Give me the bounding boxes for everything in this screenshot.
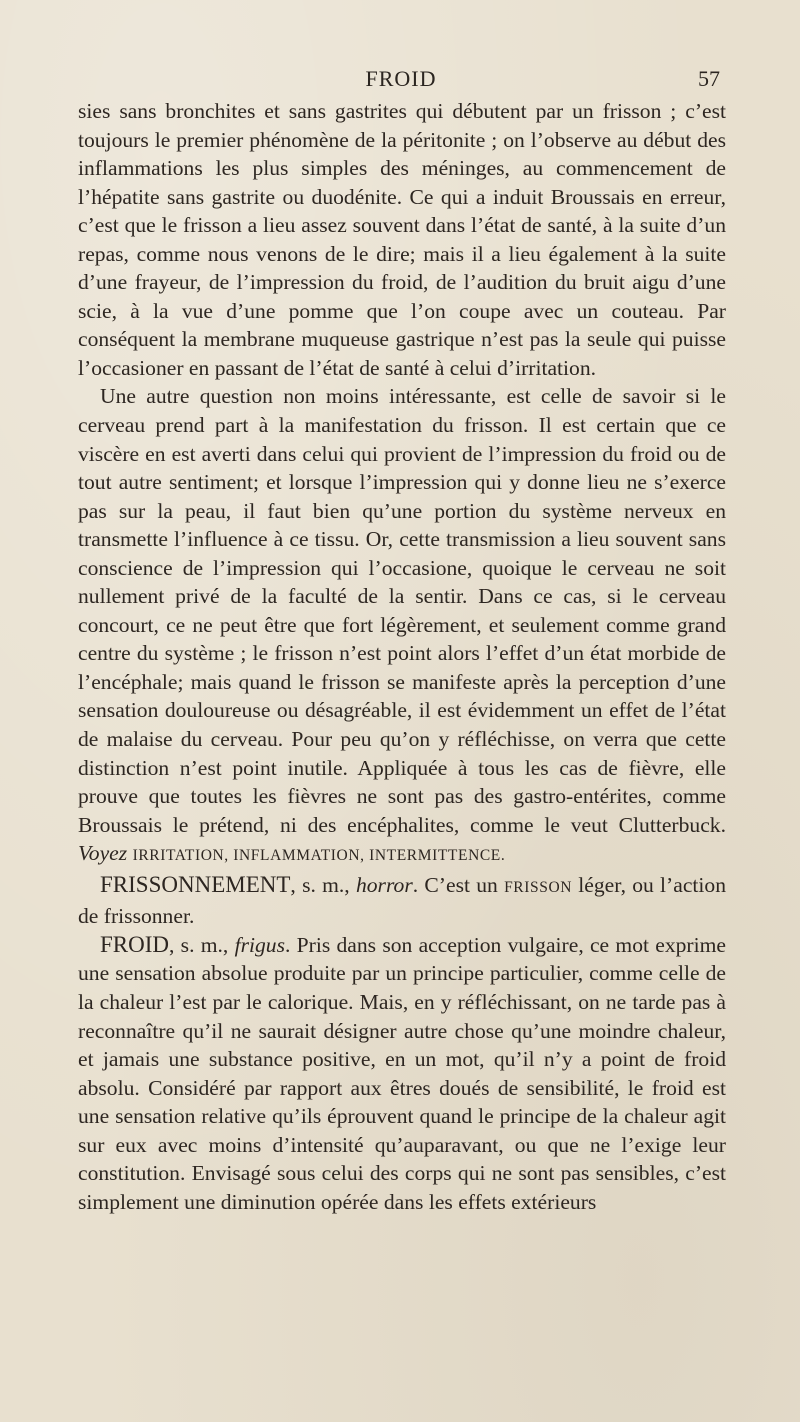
entry-headword-frissonnement: FRISSONNEMENT [100,871,291,897]
entry-latin-horror: horror [355,872,413,897]
entry-pos: , s. m., [169,932,235,957]
entry-frissonnement [78,871,726,931]
cross-reference-frisson: FRISSON [504,878,573,896]
entry-definition-start: . C’est un [412,872,505,897]
entry-definition-end: léger, ou l’action de frissonner. [78,872,726,929]
see-also-label: Voyez [78,841,128,866]
entry-headword-froid: FROID [100,931,170,957]
entry-pos: , s. m., [290,872,356,897]
entry-latin-frigus: frigus [234,932,285,957]
paragraph-brain-question [78,382,726,870]
entry-froid-text: . Pris dans son acception vulgaire, ce mot exprime une sensation absolue produite par un principe particulier, comme celle de la chaleur l’est par le calorique. Mais, en y réfléchissant, on ne tarde pas à reconnaître qu’il ne saurait désigner autre chose qu’une moindre chaleur, et jamais une substance positive, en un mot, qu’il n’y a point de froid absolu. Considéré par rapport aux êtres doués de sensibilité, le froid est une sensation relative qu’ils éprouvent quand le principe de la chaleur agit sur eux avec moins d’intensité qu’auparavant, ou que ne l’exige leur constitution. Envisagé sous celui des corps qui ne sont pas sensibles, c’est simplement une diminution opérée dans les effets extérieurs [78,932,726,1214]
running-title: FROID [365,66,437,91]
see-also-references: IRRITATION, INFLAMMATION, INTERMITTENCE. [132,847,506,865]
entry-froid [78,931,726,1216]
body-text [78,97,726,1216]
paragraph-brain-question-text: Une autre question non moins intéressante, est celle de savoir si le cerveau prend part à la manifestation du frisson. Il est certain que ce viscère en est averti dans celui qui provient de l’impression du froid ou de tout autre sentiment; et lorsque l’impression qui y donne lieu ne s’exerce pas sur la peau, il faut bien qu’une portion du système nerveux en transmette l’influence à ce tissu. Or, cette transmission a lieu souvent sans conscience de l’impression qui l’occasione, quoique le cerveau ne soit nullement privé de la faculté de la sentir. Dans ce cas, si le cerveau concourt, ce ne peut être que fort légèrement, et seulement comme grand centre du système ; le frisson n’est point alors l’effet d’un état morbide de l’encéphale; mais quand le frisson se manifeste après la perception d’une sensation douloureuse ou désagréable, il est évidemment un effet de l’état de malaise du cerveau. Pour peu qu’on y réfléchisse, on verra que cette distinction n’est point inutile. Appliquée à tous les cas de fièvre, elle prouve que toutes les fièvres ne sont pas des gastro-entérites, comme Broussais le prétend, ni des encéphalites, comme le veut Clutterbuck. [78,384,726,837]
page-number: 57 [698,66,720,91]
paragraph-continuation: sies sans bronchites et sans gastrites qui débutent par un frisson ; c’est toujours le premier phénomène de la péritonite ; on l’observe au début des inflammations les plus simples des méninges, au commencement de l’hépatite sans gastrite ou duodénite. Ce qui a induit Broussais en erreur, c’est que le frisson a lieu assez souvent dans l’état de santé, à la suite d’un repas, comme nous venons de le dire; mais il a lieu également à la suite d’une frayeur, de l’impression du froid, de l’audition du bruit aigu d’une scie, à la vue d’une pomme que l’on coupe avec un couteau. Par conséquent la membrane muqueuse gastrique n’est pas la seule qui puisse l’occasioner en passant de l’état de santé à celui d’irritation. [78,99,726,380]
